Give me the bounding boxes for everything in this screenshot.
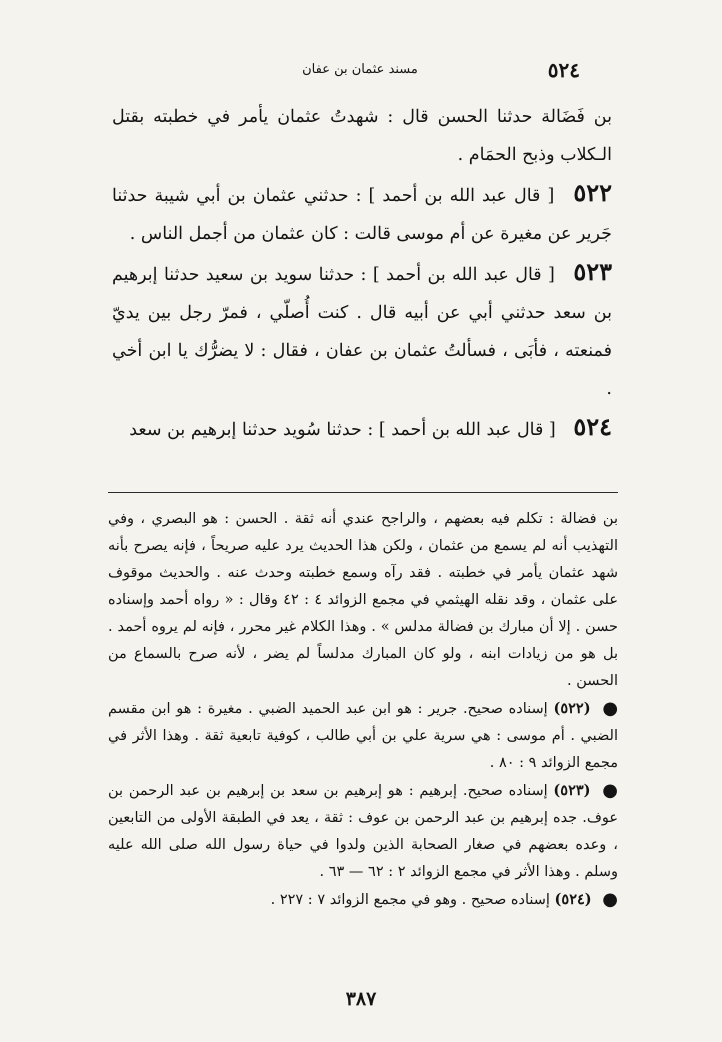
bullet-icon: ●	[602, 889, 618, 910]
header-page-number: ٥٢٤	[547, 58, 580, 82]
running-title: مسند عثمان بن عفان	[302, 62, 418, 77]
footnote	[108, 777, 618, 886]
hadith-entry	[112, 174, 612, 253]
hadith-entry	[112, 253, 612, 408]
main-text	[112, 98, 612, 449]
entry-number: ٥٢٤	[573, 412, 612, 441]
footnote-number: (٥٢٣)	[553, 782, 591, 799]
page-header	[140, 58, 580, 88]
footnote-text: إسناده صحيح. إبرهيم : هو إبرهيم بن سعد بن إبرهيم بن عبد الرحمن بن عوف. جده إبرهيم بن عبد الرحمن بن عوف : ثقة ، يعد في الطبقة الأولى من التابعين ، وعده بعضهم في صغار الصحابة الذين ولدوا في حياة رسول الله صلى الله عليه وسلم . وهذا الأثر في مجمع الزوائد ٢ : ٦٢ — ٦٣ .	[108, 783, 618, 880]
continuation-paragraph: بن فَضَالة حدثنا الحسن قال : شهدتُ عثمان يأمر في خطبته بقتل الـكلاب وذبح الحمَام .	[112, 107, 612, 165]
hadith-entry	[112, 408, 612, 449]
footnote-number: (٥٢٢)	[553, 700, 591, 717]
footnote-text: إسناده صحيح . وهو في مجمع الزوائد ٧ : ٢٢٧ .	[270, 892, 550, 908]
footer-page-number: ٣٨٧	[345, 988, 377, 1010]
bullet-icon: ●	[602, 698, 619, 719]
bullet-icon: ●	[602, 780, 619, 801]
footnote-number: (٥٢٤)	[554, 891, 592, 908]
page-footer	[0, 988, 722, 1010]
entry-text: [ قال عبد الله بن أحمد ] : حدثنا سويد بن سعيد حدثنا إبرهيم بن سعد حدثني أبي عن أبيه قال . كنت أُصلّي ، فمرّ رجل بين يديّ فمنعته ، فأبَى ، فسألتُ عثمان بن عفان ، فقال : لا يضرُّك يا ابن أخي .	[112, 265, 612, 399]
footnote-text: إسناده صحيح. جرير : هو ابن عبد الحميد الضبي . مغيرة : هو ابن مقسم الضبي . أم موسى : هي سرية علي بن أبي طالب ، كوفية تابعية ثقة . وهذا الأثر في مجمع الزوائد ٩ : ٨٠ .	[108, 701, 618, 771]
entry-text: [ قال عبد الله بن أحمد ] : حدثني عثمان بن أبي شيبة حدثنا جَرير عن مغيرة عن أم موسى قالت : كان عثمان من أجمل الناس .	[112, 186, 612, 244]
footnote	[108, 695, 618, 777]
footnotes	[108, 506, 618, 914]
footnote	[108, 886, 618, 914]
footnote-divider	[108, 492, 618, 493]
entry-number: ٥٢٢	[573, 178, 612, 207]
footnote-intro: بن فضالة : تكلم فيه بعضهم ، والراجح عندي أنه ثقة . الحسن : هو البصري ، وفي التهذيب أنه لم يسمع من عثمان ، ولكن هذا الحديث يرد عليه صريحاً ، فإنه يصرح بأنه شهد عثمان يأمر في خطبته . فقد رآه وسمع خطبته وحدث عنه . والحديث موقوف على عثمان ، وقد نقله الهيثمي في مجمع الزوائد ٤ : ٤٢ وقال : « رواه أحمد وإسناده حسن . إلا أن مبارك بن فضالة مدلس » . وهذا الكلام غير محرر ، فإنه لم يروه أحمد . بل هو من زيادات ابنه ، ولو كان المبارك مدلساً لم يضر ، لأنه صرح بالسماع من الحسن .	[108, 511, 618, 689]
entry-text: [ قال عبد الله بن أحمد ] : حدثنا سُويد حدثنا إبرهيم بن سعد	[129, 420, 556, 440]
entry-number: ٥٢٣	[573, 257, 612, 286]
